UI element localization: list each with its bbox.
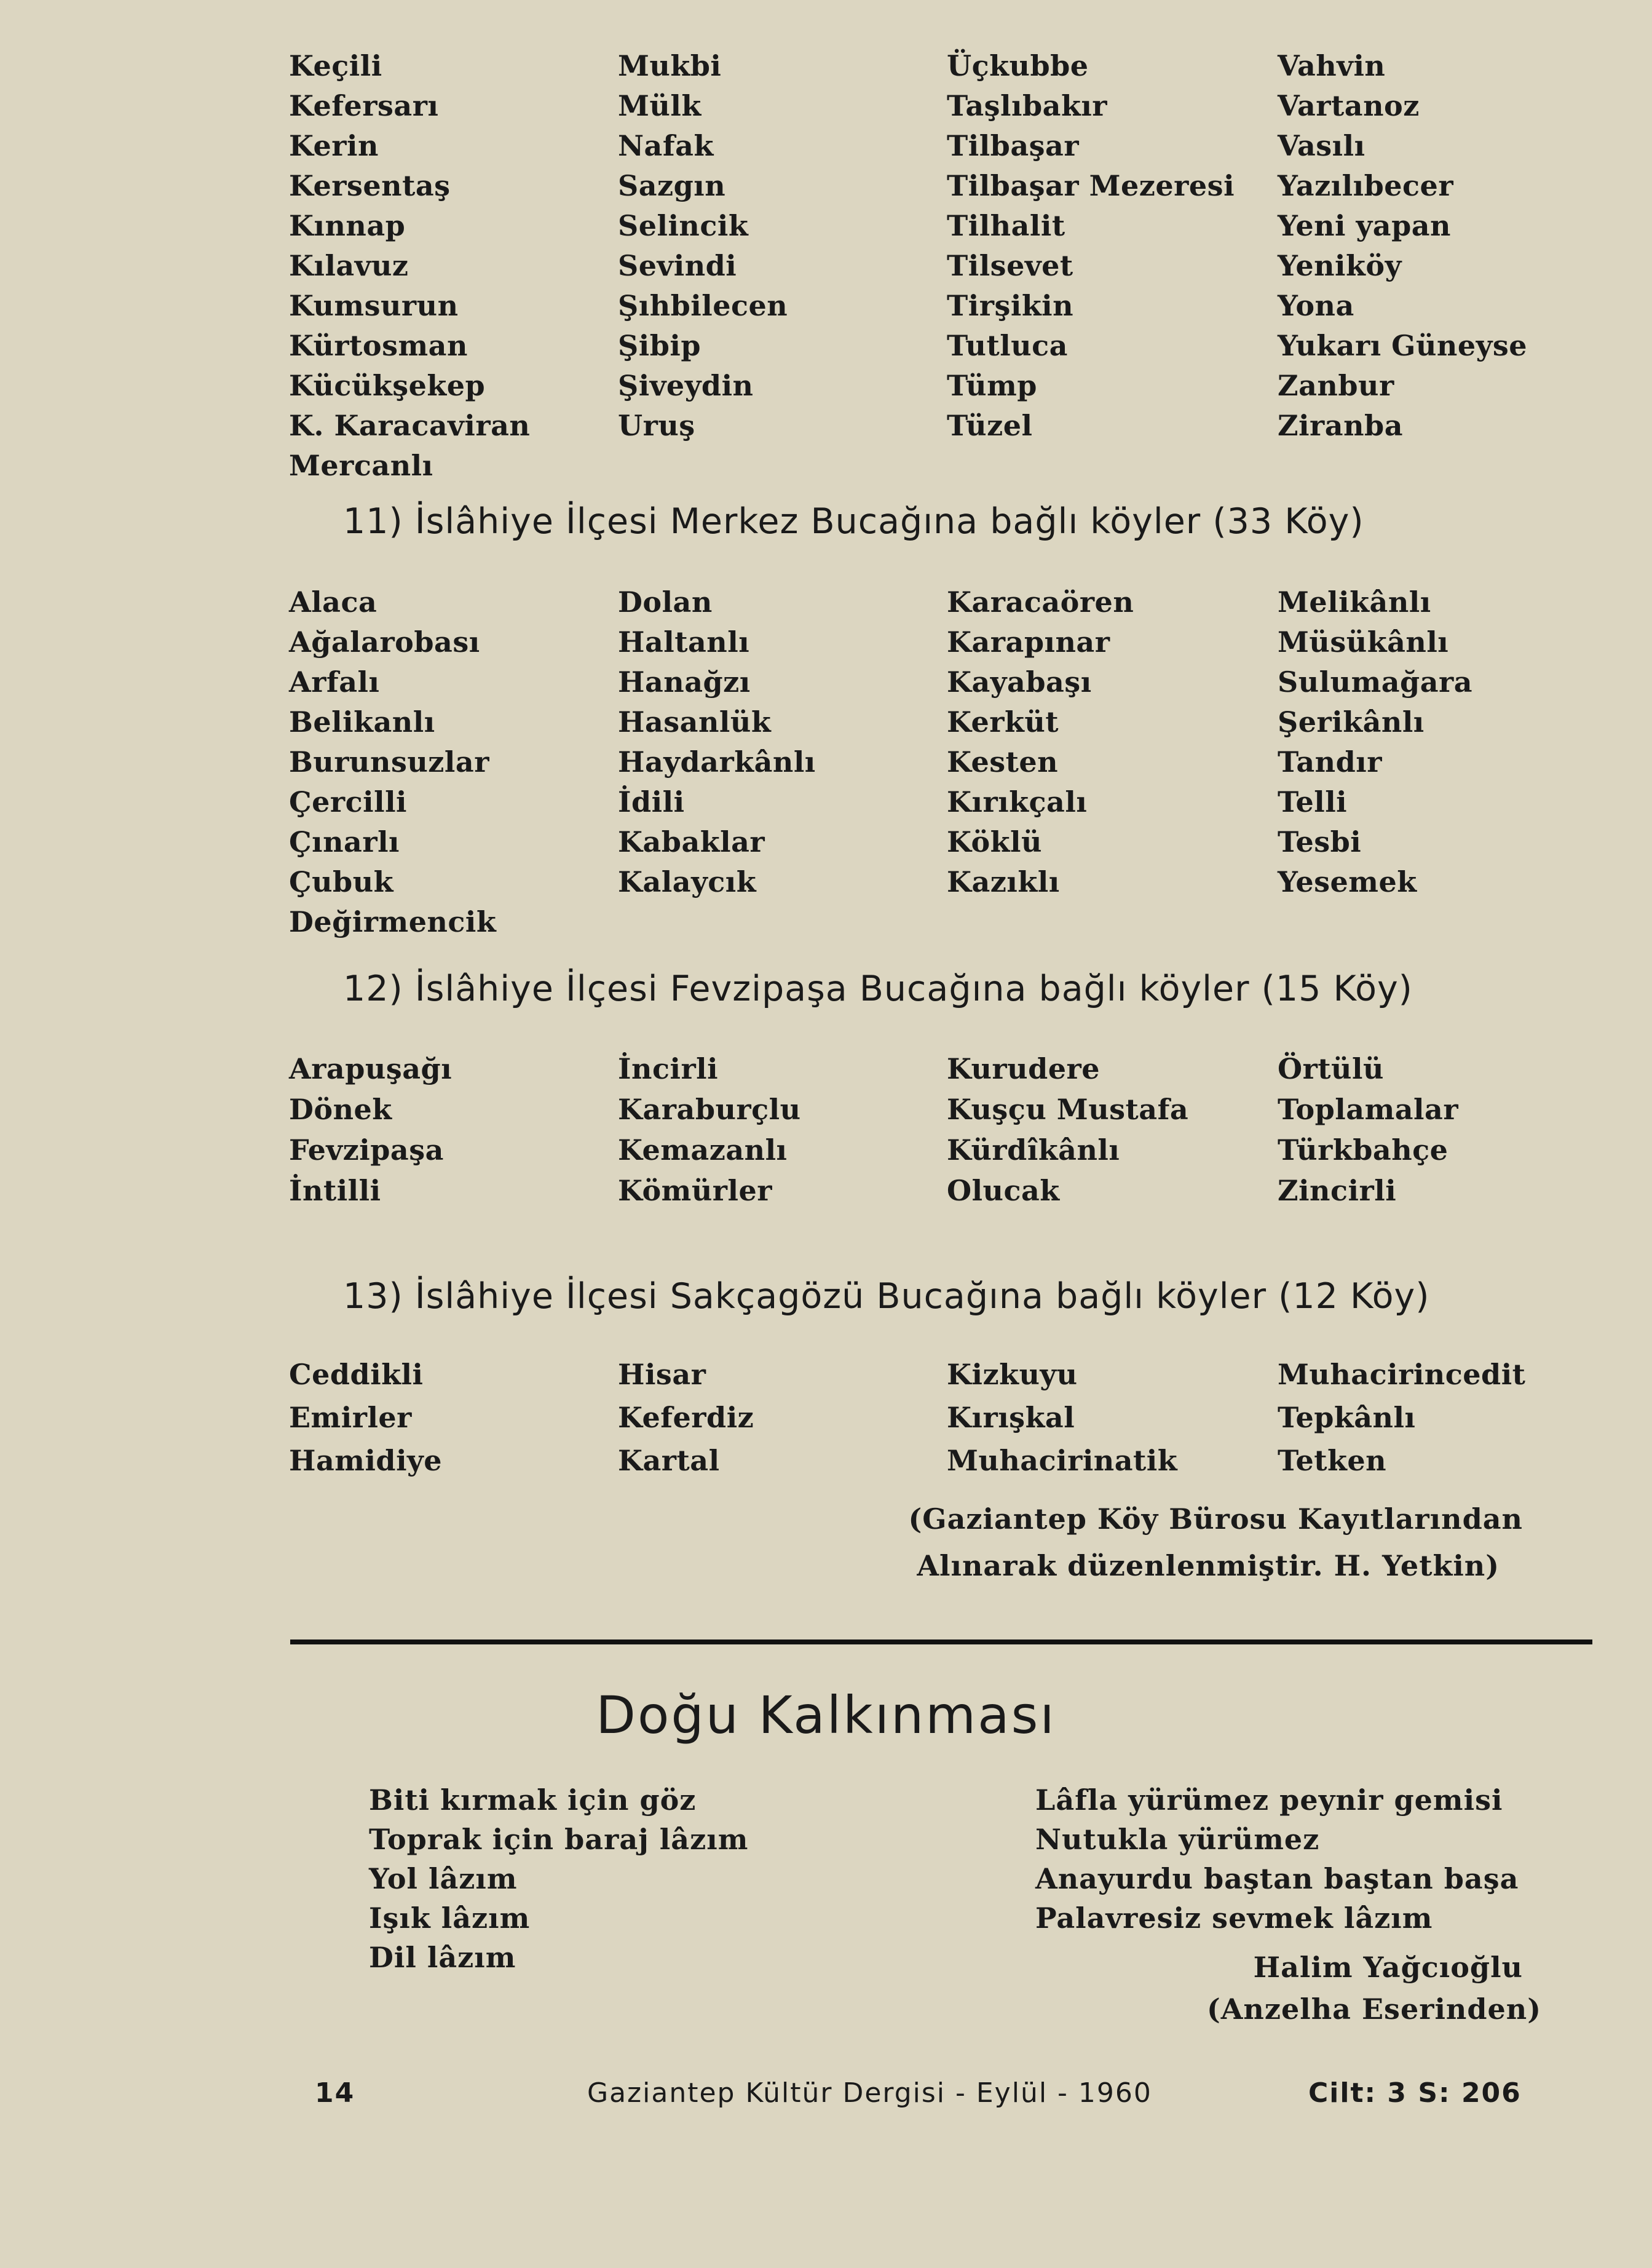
village-name: Kerküt xyxy=(947,705,1059,739)
section-11-village-list xyxy=(289,582,1586,942)
village-name: Kumsurun xyxy=(289,289,459,322)
village-name: Örtülü xyxy=(1278,1052,1384,1085)
village-name: Değirmencik xyxy=(289,905,497,938)
village-name: Hisar xyxy=(618,1358,706,1391)
village-name: Dolan xyxy=(618,585,713,619)
village-column xyxy=(618,582,947,942)
village-name: Zincirli xyxy=(1278,1174,1397,1207)
village-name: Kürdîkânlı xyxy=(947,1133,1120,1167)
village-name: Kefersarı xyxy=(289,89,439,122)
village-name: Hanağzı xyxy=(618,665,751,699)
village-name: Muhacirincedit xyxy=(1278,1358,1526,1391)
poem-line: Anayurdu baştan baştan başa xyxy=(1035,1862,1519,1895)
village-column xyxy=(947,1353,1278,1482)
village-name: Yukarı Güneyse xyxy=(1278,329,1528,362)
poem-source: (Anzelha Eserinden) xyxy=(1206,1992,1541,2026)
village-name: Üçkubbe xyxy=(947,49,1089,82)
village-name: Köklü xyxy=(947,825,1042,858)
village-name: Keçili xyxy=(289,49,382,82)
village-name: Sazgın xyxy=(618,169,726,202)
village-name: Tümp xyxy=(947,369,1037,402)
village-name: Tandır xyxy=(1278,745,1382,779)
village-name: Zanbur xyxy=(1278,369,1394,402)
village-name: Yeniköy xyxy=(1278,249,1402,282)
village-column xyxy=(289,1049,618,1211)
village-name: Şerikânlı xyxy=(1278,705,1425,739)
village-name: Nafak xyxy=(618,129,714,162)
village-name: Vahvin xyxy=(1278,49,1386,82)
village-name: Olucak xyxy=(947,1174,1060,1207)
village-name: Mülk xyxy=(618,89,702,122)
village-name: Melikânlı xyxy=(1278,585,1431,619)
village-name: Vasılı xyxy=(1278,129,1365,162)
village-column xyxy=(1278,46,1586,486)
village-name: Şiveydin xyxy=(618,369,754,402)
village-name: Çubuk xyxy=(289,865,394,898)
village-name: Taşlıbakır xyxy=(947,89,1108,122)
village-name: Şıhbilecen xyxy=(618,289,788,322)
village-name: Kemazanlı xyxy=(618,1133,788,1167)
village-name: Kılavuz xyxy=(289,249,409,282)
village-name: Yona xyxy=(1278,289,1354,322)
village-name: İntilli xyxy=(289,1174,381,1207)
village-name: Türkbahçe xyxy=(1278,1133,1448,1167)
village-name: Tilhalit xyxy=(947,209,1065,242)
village-name: Kazıklı xyxy=(947,865,1060,898)
village-name: Tetken xyxy=(1278,1444,1387,1477)
village-name: Toplamalar xyxy=(1278,1093,1459,1126)
village-name: Kırıkçalı xyxy=(947,785,1088,819)
village-name: Tilsevet xyxy=(947,249,1073,282)
village-name: Şibip xyxy=(618,329,701,362)
village-name: Tepkânlı xyxy=(1278,1401,1416,1434)
village-column xyxy=(618,1049,947,1211)
section-11-heading: 11) İslâhiye İlçesi Merkez Bucağına bağlı köyler (33 Köy) xyxy=(343,501,1364,542)
poem-left-stanza xyxy=(369,1780,748,1977)
village-name: Hasanlük xyxy=(618,705,772,739)
village-name: Haydarkânlı xyxy=(618,745,816,779)
village-name: Kücükşekep xyxy=(289,369,486,402)
village-name: Kersentaş xyxy=(289,169,451,202)
village-name: Kuşçu Mustafa xyxy=(947,1093,1189,1126)
poem-author: Halim Yağcıoğlu xyxy=(1253,1951,1523,1984)
village-name: Fevzipaşa xyxy=(289,1133,444,1167)
poem-line: Dil lâzım xyxy=(369,1941,516,1974)
village-column xyxy=(618,1353,947,1482)
poem-right-stanza xyxy=(1035,1780,1519,1938)
village-name: Uruş xyxy=(618,409,695,442)
village-name: Tirşikin xyxy=(947,289,1074,322)
village-name: Kizkuyu xyxy=(947,1358,1078,1391)
page-footer xyxy=(0,2077,1652,2114)
section-divider xyxy=(290,1640,1592,1644)
section-13-village-list xyxy=(289,1353,1586,1482)
village-name: Emirler xyxy=(289,1401,412,1434)
village-name: Kerin xyxy=(289,129,379,162)
village-name: Mukbi xyxy=(618,49,722,82)
village-name: Kesten xyxy=(947,745,1059,779)
village-name: Alaca xyxy=(289,585,377,619)
volume-issue: Cilt: 3 S: 206 xyxy=(1308,2077,1522,2109)
village-name: Ceddikli xyxy=(289,1358,424,1391)
poem-line: Biti kırmak için göz xyxy=(369,1783,697,1817)
village-name: Yesemek xyxy=(1278,865,1417,898)
source-note-line-1: (Gaziantep Köy Bürosu Kayıtlarından xyxy=(908,1502,1523,1536)
village-column xyxy=(947,1049,1278,1211)
village-name: Belikanlı xyxy=(289,705,435,739)
source-note xyxy=(909,1496,1523,1589)
village-name: Ağalarobası xyxy=(289,625,480,659)
village-name: Selincik xyxy=(618,209,749,242)
village-name: Burunsuzlar xyxy=(289,745,489,779)
village-column xyxy=(947,46,1278,486)
village-name: Keferdiz xyxy=(618,1401,754,1434)
village-name: Kömürler xyxy=(618,1174,772,1207)
village-name: Vartanoz xyxy=(1278,89,1420,122)
village-column xyxy=(1278,1353,1586,1482)
village-name: Karaburçlu xyxy=(618,1093,801,1126)
village-column xyxy=(289,582,618,942)
village-name: Sulumağara xyxy=(1278,665,1473,699)
village-column xyxy=(289,46,618,486)
poem-line: Toprak için baraj lâzım xyxy=(369,1823,749,1856)
village-name: Kayabaşı xyxy=(947,665,1092,699)
village-name: Ziranba xyxy=(1278,409,1404,442)
poem-line: Palavresiz sevmek lâzım xyxy=(1035,1901,1433,1935)
village-name: Kürtosman xyxy=(289,329,468,362)
village-name: Dönek xyxy=(289,1093,392,1126)
village-name: Haltanlı xyxy=(618,625,750,659)
village-name: Kartal xyxy=(618,1444,720,1477)
village-name: Kurudere xyxy=(947,1052,1101,1085)
source-note-line-2: Alınarak düzenlenmiştir. H. Yetkin) xyxy=(917,1549,1500,1582)
village-name: İdili xyxy=(618,785,685,819)
village-name: Tesbi xyxy=(1278,825,1362,858)
poem-line: Yol lâzım xyxy=(369,1862,518,1895)
journal-name: Gaziantep Kültür Dergisi - Eylül - 1960 xyxy=(587,2077,1152,2109)
village-name: Karacaören xyxy=(947,585,1134,619)
village-name: Kalaycık xyxy=(618,865,757,898)
poem-line: Lâfla yürümez peynir gemisi xyxy=(1035,1783,1503,1817)
village-name: Telli xyxy=(1278,785,1348,819)
village-name: K. Karacaviran xyxy=(289,409,531,442)
village-name: Kırışkal xyxy=(947,1401,1075,1434)
village-name: Çınarlı xyxy=(289,825,400,858)
village-name: Hamidiye xyxy=(289,1444,443,1477)
village-name: Kabaklar xyxy=(618,825,765,858)
poem-line: Nutukla yürümez xyxy=(1035,1823,1320,1856)
village-name: Tilbaşar Mezeresi xyxy=(947,169,1235,202)
village-name: Sevindi xyxy=(618,249,737,282)
village-name: Çercilli xyxy=(289,785,408,819)
village-name: Müsükânlı xyxy=(1278,625,1449,659)
village-column xyxy=(618,46,947,486)
page-number: 14 xyxy=(315,2077,355,2109)
village-name: Muhacirinatik xyxy=(947,1444,1178,1477)
village-name: Kınnap xyxy=(289,209,406,242)
village-name: Tilbaşar xyxy=(947,129,1080,162)
poem-attribution xyxy=(1207,1946,1541,2030)
poem-line: Işık lâzım xyxy=(369,1901,531,1935)
village-name: Mercanlı xyxy=(289,449,433,482)
section-12-village-list xyxy=(289,1049,1586,1211)
poem-title: Doğu Kalkınması xyxy=(596,1685,1056,1745)
village-column xyxy=(947,582,1278,942)
village-name: Yazılıbecer xyxy=(1278,169,1454,202)
village-column xyxy=(1278,582,1586,942)
section-13-heading: 13) İslâhiye İlçesi Sakçagözü Bucağına bağlı köyler (12 Köy) xyxy=(343,1276,1430,1317)
section-12-heading: 12) İslâhiye İlçesi Fevzipaşa Bucağına bağlı köyler (15 Köy) xyxy=(343,969,1413,1009)
village-column xyxy=(1278,1049,1586,1211)
village-name: İncirli xyxy=(618,1052,719,1085)
village-name: Karapınar xyxy=(947,625,1110,659)
village-column xyxy=(289,1353,618,1482)
village-name: Tüzel xyxy=(947,409,1033,442)
village-name: Yeni yapan xyxy=(1278,209,1451,242)
village-name: Arfalı xyxy=(289,665,380,699)
village-list-continued xyxy=(289,46,1586,486)
village-name: Arapuşağı xyxy=(289,1052,453,1085)
village-name: Tutluca xyxy=(947,329,1068,362)
